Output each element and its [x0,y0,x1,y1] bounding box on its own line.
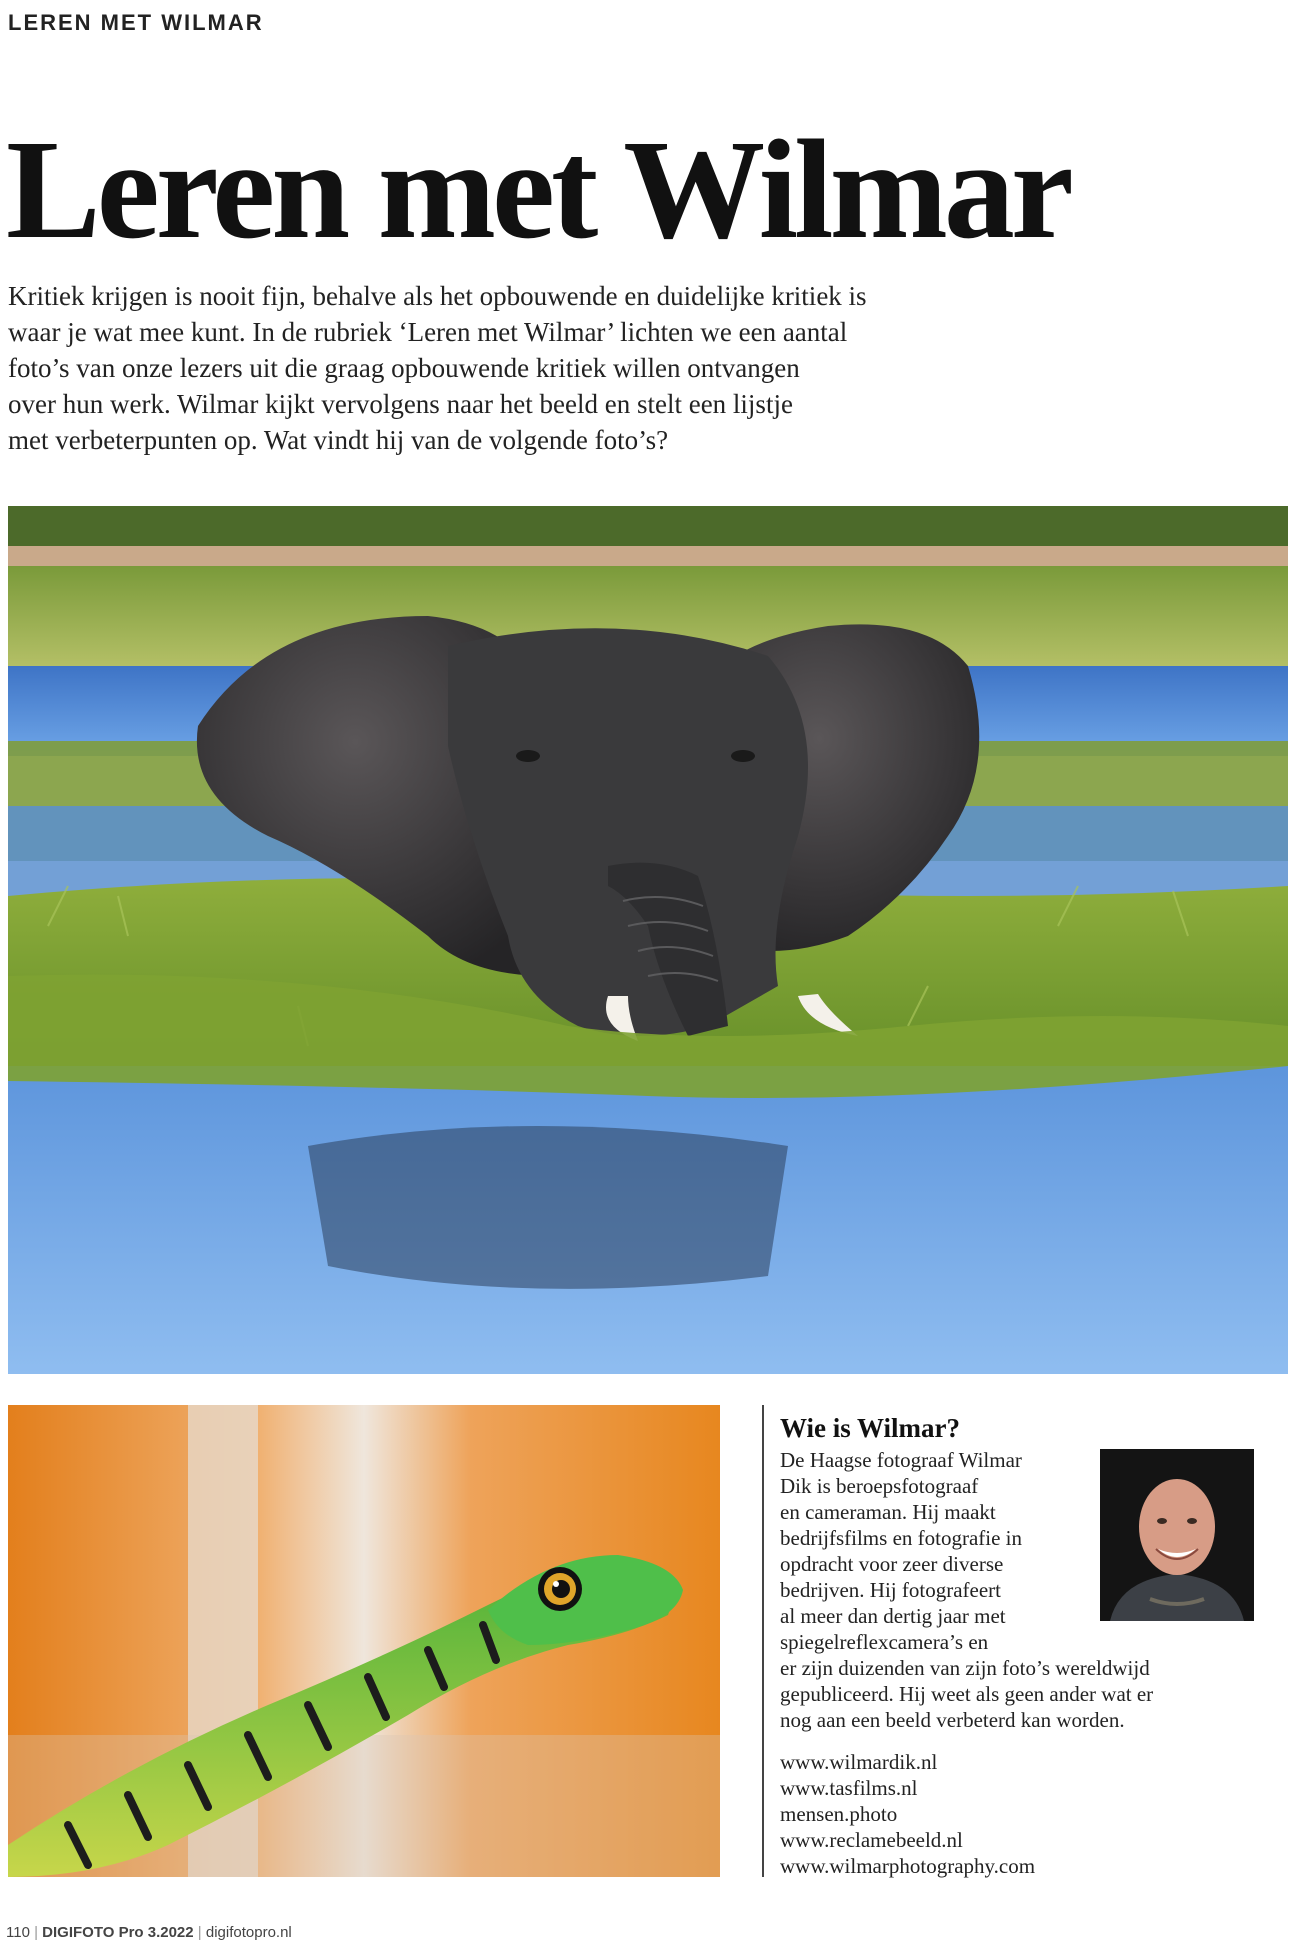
wilmar-portrait [1100,1449,1254,1621]
page-title: Leren met Wilmar [6,110,1070,268]
bio-line: bedrijven. Hij fotografeert [780,1578,1001,1602]
page-footer [6,1924,292,1941]
intro-paragraph [8,278,1128,458]
about-wilmar-box [762,1405,1262,1877]
about-wilmar-links [780,1749,1260,1879]
bio-line: bedrijfsfilms en fotografie in [780,1526,1023,1550]
website-link: www.reclamebeeld.nl [780,1828,963,1852]
footer-separator: | [197,1924,202,1941]
section-label: LEREN MET WILMAR [8,10,264,35]
website-link: www.tasfilms.nl [780,1776,918,1800]
intro-line: waar je wat mee kunt. In de rubriek ‘Leren met Wilmar’ lichten we een aantal [8,317,848,347]
website-link: mensen.photo [780,1802,898,1826]
elephant-illustration [8,506,1288,1374]
intro-line: foto’s van onze lezers uit die graag opbouwende kritiek willen ontvangen [8,353,800,383]
publication-name: DIGIFOTO Pro 3.2022 [42,1924,194,1941]
bio-line: opdracht voor zeer diverse [780,1552,1004,1576]
snake-illustration [8,1405,720,1877]
portrait-illustration [1100,1449,1254,1621]
snake-photo [8,1405,720,1877]
bio-line: nog aan een beeld verbeterd kan worden. [780,1708,1125,1732]
intro-line: met verbeterpunten op. Wat vindt hij van de volgende foto’s? [8,425,669,455]
bio-line: gepubliceerd. Hij weet als geen ander wat er [780,1682,1154,1706]
intro-line: over hun werk. Wilmar kijkt vervolgens naar het beeld en stelt een lijstje [8,389,793,419]
publication-website: digifotopro.nl [205,1924,292,1941]
bio-line: en cameraman. Hij maakt [780,1500,996,1524]
elephant-photo [8,506,1288,1374]
footer-separator: | [34,1924,38,1941]
page-number: 110 [6,1924,30,1941]
bio-line: De Haagse fotograaf Wilmar [780,1448,1022,1472]
bio-line: al meer dan dertig jaar met [780,1604,1006,1628]
intro-line: Kritiek krijgen is nooit fijn, behalve als het opbouwende en duidelijke kritiek is [8,281,867,311]
bio-line: spiegelreflexcamera’s en [780,1630,989,1654]
bio-line: Dik is beroepsfotograaf [780,1474,979,1498]
website-link: www.wilmarphotography.com [780,1854,1036,1878]
bio-line: er zijn duizenden van zijn foto’s wereldwijd [780,1656,1150,1680]
about-wilmar-title: Wie is Wilmar? [780,1413,961,1443]
website-link: www.wilmardik.nl [780,1750,938,1774]
